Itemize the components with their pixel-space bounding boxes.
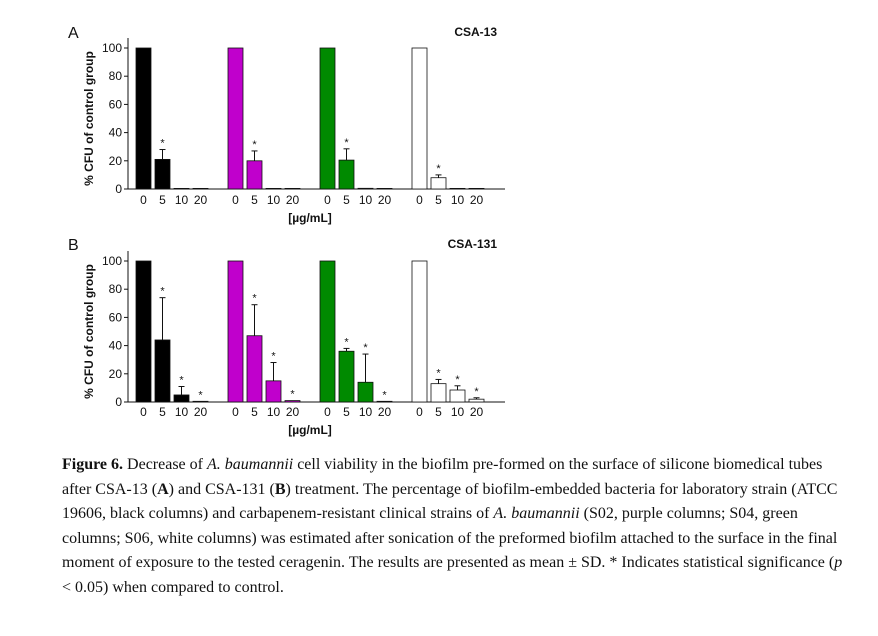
x-tick-label: 10	[174, 193, 189, 207]
x-tick-label: 10	[266, 405, 281, 419]
significance-marker: *	[382, 389, 387, 402]
y-tick-label: 40	[108, 338, 122, 353]
bar	[412, 48, 427, 189]
significance-marker: *	[344, 336, 349, 349]
x-tick-label: 20	[193, 193, 208, 207]
y-tick-label: 40	[108, 125, 122, 140]
bar	[450, 390, 465, 402]
y-axis-title: % CFU of control group	[82, 264, 96, 399]
x-tick-label: 5	[159, 193, 166, 207]
panel-title: CSA-131	[447, 237, 497, 251]
significance-marker: *	[271, 350, 276, 363]
significance-marker: *	[344, 136, 349, 149]
bar	[155, 159, 170, 189]
significance-marker: *	[160, 137, 165, 150]
caption-text-3: ) and CSA-131 (	[168, 480, 275, 498]
x-tick-label: 5	[435, 405, 442, 419]
caption-p-symbol: p	[834, 554, 843, 572]
significance-marker: *	[252, 292, 257, 305]
x-tick-label: 0	[232, 193, 239, 207]
bar	[155, 340, 170, 402]
bar	[247, 161, 262, 189]
x-tick-label: 0	[324, 193, 331, 207]
significance-marker: *	[474, 385, 479, 398]
x-tick-label: 20	[377, 193, 392, 207]
caption-text-2: cell viability in the biofilm pre-formed on the surface of silicone biomedical tubes after CSA-13 (	[62, 456, 823, 498]
y-tick-label: 20	[108, 366, 122, 381]
bar	[339, 351, 354, 402]
significance-marker: *	[363, 342, 368, 355]
x-tick-label: 20	[469, 405, 484, 419]
bar	[136, 48, 151, 189]
bar	[431, 384, 446, 402]
x-tick-label: 20	[285, 405, 300, 419]
bar	[469, 399, 484, 402]
bar	[320, 48, 335, 189]
caption-panel-a: A	[157, 480, 169, 498]
bar	[174, 188, 189, 189]
bar	[339, 160, 354, 189]
significance-marker: *	[455, 373, 460, 386]
significance-marker: *	[290, 388, 295, 401]
x-tick-label: 0	[416, 193, 423, 207]
x-tick-label: 5	[251, 193, 258, 207]
x-tick-label: 10	[174, 405, 189, 419]
x-tick-label: 0	[232, 405, 239, 419]
y-tick-label: 80	[108, 69, 122, 84]
bar	[431, 178, 446, 189]
bar	[285, 188, 300, 189]
bar	[136, 261, 151, 402]
x-tick-label: 0	[416, 405, 423, 419]
x-tick-label: 0	[324, 405, 331, 419]
bar	[285, 401, 300, 402]
figure-caption	[62, 453, 852, 601]
x-tick-label: 10	[450, 405, 465, 419]
y-tick-label: 80	[108, 282, 122, 297]
x-tick-label: 5	[159, 405, 166, 419]
bar	[320, 261, 335, 402]
y-tick-label: 100	[101, 254, 122, 268]
bar	[266, 188, 281, 189]
caption-species-2: A. baumannii	[493, 505, 580, 523]
significance-marker: *	[179, 374, 184, 387]
y-tick-label: 60	[108, 97, 122, 112]
caption-panel-b: B	[274, 480, 286, 498]
x-axis-title: [µg/mL]	[288, 211, 332, 225]
panel-title: CSA-13	[454, 25, 497, 39]
bar	[412, 261, 427, 402]
bar	[377, 401, 392, 402]
x-tick-label: 5	[343, 405, 350, 419]
bar	[193, 188, 208, 189]
caption-text-6: < 0.05) when compared to control.	[62, 578, 284, 596]
bar	[174, 395, 189, 402]
panel-label: B	[68, 237, 79, 254]
significance-marker: *	[252, 138, 257, 151]
significance-marker: *	[436, 162, 441, 175]
x-tick-label: 20	[193, 405, 208, 419]
bar	[247, 336, 262, 402]
caption-text-1: Decrease of	[123, 456, 207, 473]
x-tick-label: 10	[358, 193, 373, 207]
y-tick-label: 0	[115, 395, 122, 409]
x-tick-label: 0	[140, 193, 147, 207]
x-tick-label: 20	[285, 193, 300, 207]
x-tick-label: 5	[251, 405, 258, 419]
y-tick-label: 100	[101, 41, 122, 55]
y-axis-title: % CFU of control group	[82, 51, 96, 186]
bar	[358, 188, 373, 189]
bar	[266, 381, 281, 402]
significance-marker: *	[160, 285, 165, 298]
caption-species-1: A. baumannii	[206, 456, 294, 473]
bar	[469, 188, 484, 189]
significance-marker: *	[198, 389, 203, 402]
x-tick-label: 10	[266, 193, 281, 207]
x-tick-label: 10	[358, 405, 373, 419]
bar	[358, 382, 373, 402]
y-tick-label: 0	[115, 182, 122, 196]
caption-text-5: (S02, purple columns; S04, green columns; S06, white columns) was estimated after sonication of the preformed biofilm attached to the surface in the final moment of exposure to the tested ceragenin. The results are presented as mean ± SD. * Indicates statistical significance (	[62, 505, 838, 572]
x-tick-label: 20	[469, 193, 484, 207]
caption-label: Figure 6.	[62, 456, 124, 473]
bar	[228, 261, 243, 402]
bar	[450, 188, 465, 189]
x-tick-label: 20	[377, 405, 392, 419]
bar	[228, 48, 243, 189]
caption-text-4: ) treatment. The percentage of biofilm-embedded bacteria for laboratory strain (ATCC 19606, black columns) and carbapenem-resistant clinical strains of	[62, 480, 838, 523]
x-tick-label: 0	[140, 405, 147, 419]
bar	[193, 401, 208, 402]
panel-label: A	[68, 25, 79, 42]
x-tick-label: 10	[450, 193, 465, 207]
significance-marker: *	[436, 367, 441, 380]
bar	[377, 188, 392, 189]
y-tick-label: 20	[108, 153, 122, 168]
y-tick-label: 60	[108, 310, 122, 325]
x-axis-title: [µg/mL]	[288, 423, 332, 437]
x-tick-label: 5	[435, 193, 442, 207]
x-tick-label: 5	[343, 193, 350, 207]
